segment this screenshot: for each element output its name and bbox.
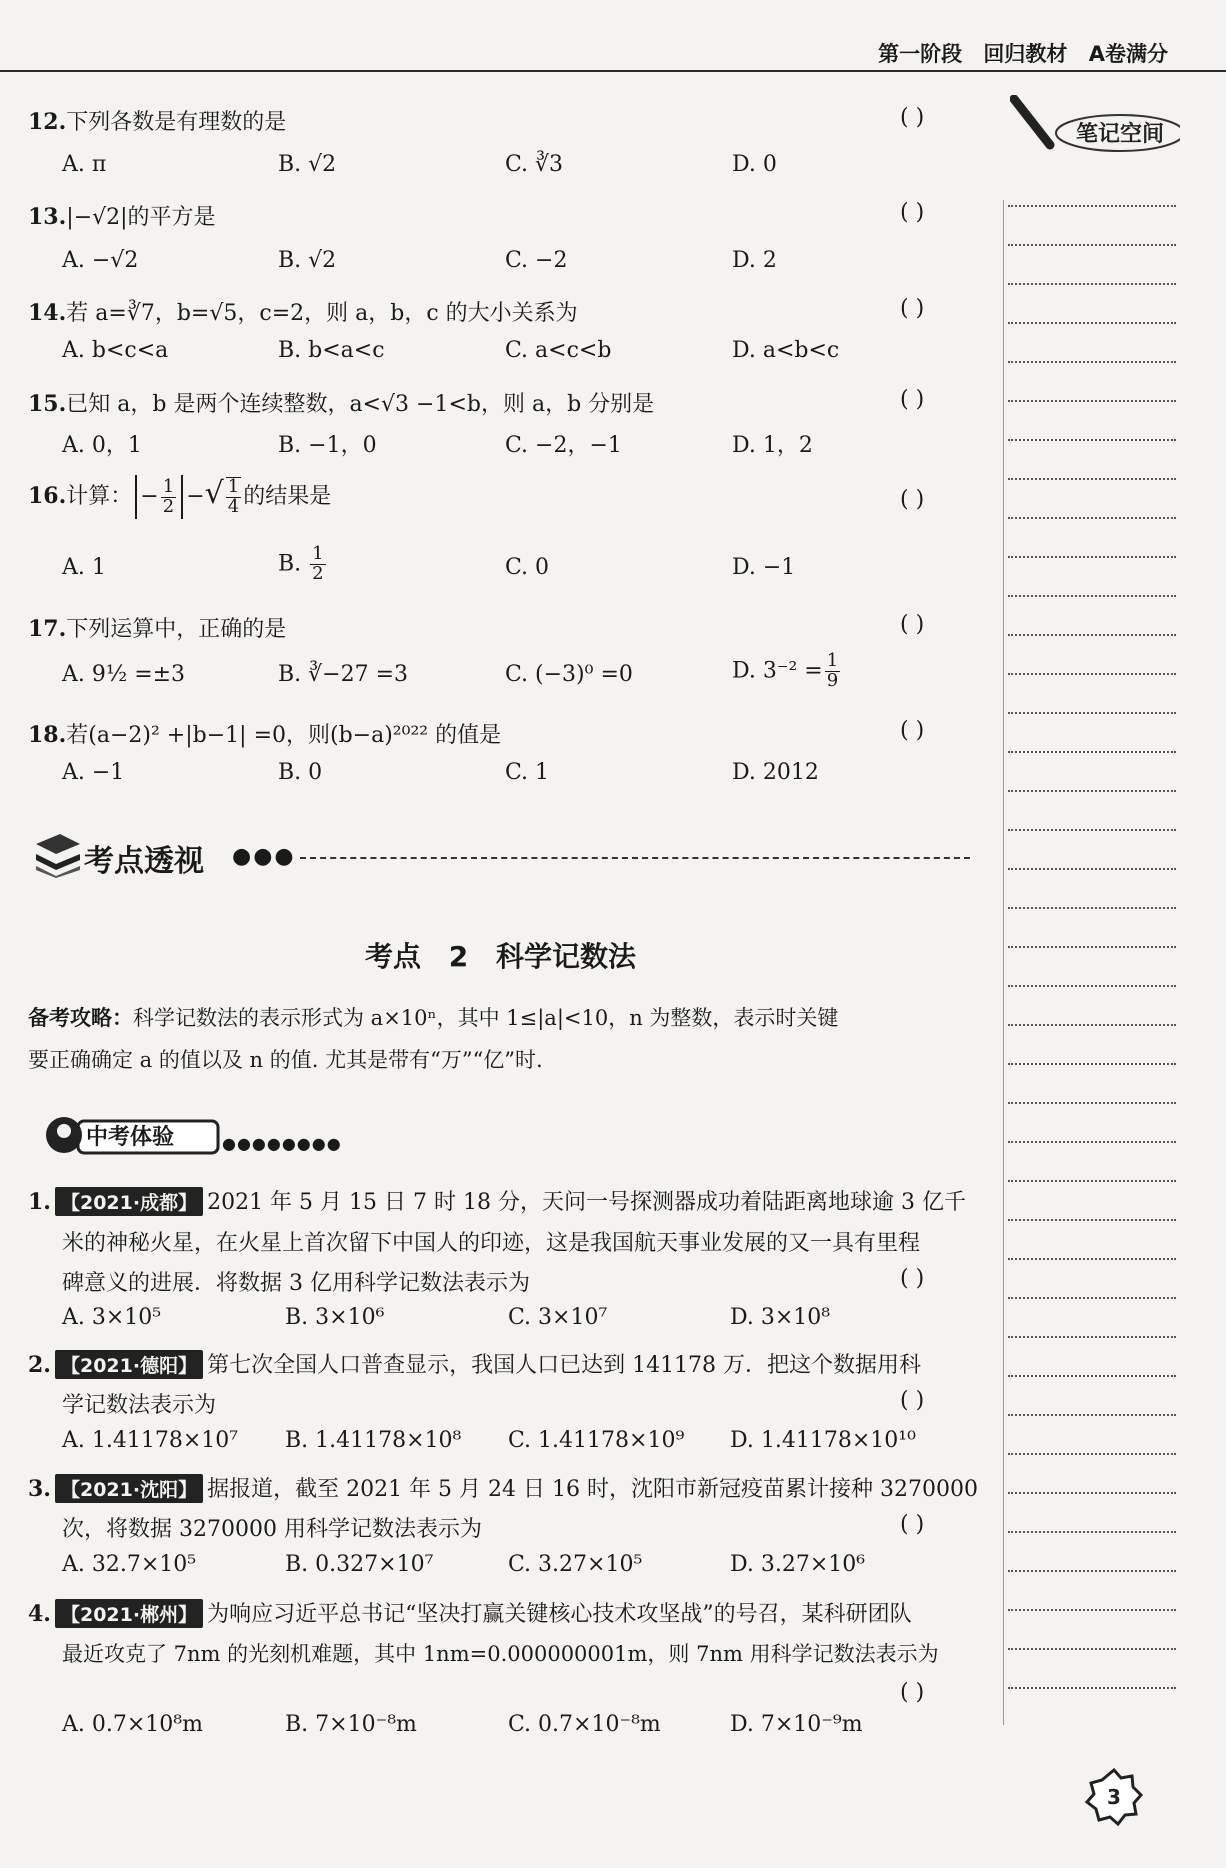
answer-bracket: ( ): [900, 105, 925, 130]
note-line: [1008, 985, 1176, 987]
option-b: B. ∛−27 =3: [278, 662, 409, 687]
answer-bracket: ( ): [900, 200, 925, 225]
option-b: B. √2: [278, 152, 337, 177]
option-b: B. 0.327×10⁷: [285, 1552, 434, 1577]
option-d: D. 3×10⁸: [730, 1305, 831, 1330]
note-line: [1008, 322, 1176, 324]
source-tag: 【2021·沈阳】: [55, 1474, 203, 1503]
option-a: A. 9½ =±3: [62, 662, 186, 687]
option-a: A. π: [62, 152, 107, 177]
option-a: A. 0，1: [62, 433, 142, 458]
abs-bar-right: [181, 475, 183, 519]
answer-bracket: ( ): [900, 1680, 925, 1705]
note-line: [1008, 244, 1176, 246]
note-line: [1008, 1648, 1176, 1650]
section-dashed-rule: [300, 857, 970, 859]
option-d: D. −1: [732, 555, 796, 580]
exam-question-3-line-2: 次，将数据 3270000 用科学记数法表示为: [62, 1517, 482, 1542]
option-d: D. 3.27×10⁶: [730, 1552, 866, 1577]
sqrt-sign: √: [204, 476, 224, 511]
option-c: C. (−3)⁰ =0: [505, 662, 633, 687]
option-a: A. 0.7×10⁸m: [62, 1712, 203, 1737]
option-b: B. b<a<c: [278, 338, 385, 363]
note-line: [1008, 1063, 1176, 1065]
section-title: 考点透视: [84, 844, 204, 879]
option-c: C. 3×10⁷: [508, 1305, 608, 1330]
option-c: C. 1: [505, 760, 550, 785]
note-line: [1008, 946, 1176, 948]
note-lines: [1008, 205, 1176, 1725]
note-line: [1008, 1453, 1176, 1455]
sidebar-divider: [1003, 200, 1004, 1725]
answer-bracket: ( ): [900, 612, 925, 637]
question-stem: 若 a=∛7，b=√5，c=2，则 a，b，c 的大小关系为: [66, 301, 578, 326]
exam-experience-label: 中考体验: [86, 1125, 175, 1150]
strategy-line-2: 要正确确定 a 的值以及 n 的值. 尤其是带有“万”“亿”时.: [28, 1048, 543, 1072]
question-stem: 若(a−2)² +|b−1| =0，则(b−a)²⁰²² 的值是: [66, 723, 502, 748]
note-line: [1008, 1414, 1176, 1416]
option-a: A. 32.7×10⁵: [62, 1552, 197, 1577]
note-line: [1008, 634, 1176, 636]
note-line: [1008, 1687, 1176, 1689]
question-number: 15.: [28, 391, 67, 417]
note-line: [1008, 1219, 1176, 1221]
option-b: B. 7×10⁻⁸m: [285, 1712, 417, 1737]
header-rule: [0, 70, 1226, 72]
note-line: [1008, 283, 1176, 285]
answer-bracket: ( ): [900, 718, 925, 743]
option-c: C. −2，−1: [505, 433, 622, 458]
note-space-logo: [1010, 95, 1180, 165]
exam-question-2-line-2: 学记数法表示为: [62, 1393, 217, 1418]
note-line: [1008, 478, 1176, 480]
minus-sign: −: [140, 484, 159, 509]
note-space-title: 笔记空间: [1075, 122, 1165, 147]
option-c: C. 0.7×10⁻⁸m: [508, 1712, 661, 1737]
exam-question-4-line-2: 最近攻克了 7nm 的光刻机难题，其中 1nm=0.000000001m，则 7nm 用科学记数法表示为: [62, 1642, 939, 1666]
option-c: C. 3.27×10⁵: [508, 1552, 643, 1577]
question-number: 14.: [28, 300, 67, 326]
note-line: [1008, 1297, 1176, 1299]
page-number: 3: [1107, 1785, 1121, 1809]
fraction-denominator: 2: [162, 495, 175, 517]
answer-bracket: ( ): [900, 296, 925, 321]
note-line: [1008, 400, 1176, 402]
option-d: D. 1，2: [732, 433, 813, 458]
question-stem-suffix: 的结果是: [243, 484, 332, 509]
option-c: C. −2: [505, 248, 568, 273]
minus-sign: −: [186, 484, 205, 509]
note-line: [1008, 1102, 1176, 1104]
running-header: 第一阶段 回归教材 A卷满分: [878, 42, 1168, 66]
option-b: B. √2: [278, 248, 337, 273]
page-number-badge: [1085, 1768, 1143, 1826]
fraction-half: [161, 475, 176, 517]
question-stem-prefix: 计算：: [66, 484, 133, 509]
question-number: 17.: [28, 616, 67, 642]
exam-experience-dots: ●●●●●●●●: [222, 1134, 342, 1153]
option-c: C. 1.41178×10⁹: [508, 1428, 685, 1453]
note-line: [1008, 790, 1176, 792]
note-line: [1008, 361, 1176, 363]
exam-question-1: 1. 【2021·成都】 2021 年 5 月 15 日 7 时 18 分，天问一号探测器成功着陆距离地球逾 3 亿千: [28, 1189, 966, 1215]
option-c: C. 0: [505, 555, 550, 580]
question-17: [28, 612, 286, 643]
note-line: [1008, 1180, 1176, 1182]
fraction-numerator: 1: [826, 650, 839, 671]
option-d: D. 3⁻² = $\frac{1}{9}$: [732, 650, 839, 691]
note-line: [1008, 517, 1176, 519]
note-line: [1008, 868, 1176, 870]
note-line: [1008, 595, 1176, 597]
option-a: A. 3×10⁵: [62, 1305, 162, 1330]
note-line: [1008, 1570, 1176, 1572]
option-c: C. ∛3: [505, 152, 564, 177]
question-stem: 下列运算中，正确的是: [66, 617, 287, 642]
note-line: [1008, 1492, 1176, 1494]
question-16: [28, 475, 331, 519]
answer-bracket: ( ): [900, 1512, 925, 1537]
abs-bar-left: [135, 475, 137, 519]
note-line: [1008, 1141, 1176, 1143]
section-dots: ●●●: [232, 844, 296, 869]
option-d: D. 0: [732, 152, 777, 177]
fraction-denominator: 2: [312, 562, 324, 584]
fraction-denominator: 9: [826, 669, 839, 691]
option-c: C. a<c<b: [505, 338, 612, 363]
question-stem: |−√2|的平方是: [66, 205, 216, 230]
option-b: B. −1，0: [278, 433, 377, 458]
source-tag: 【2021·郴州】: [55, 1599, 203, 1628]
exam-question-2: 2. 【2021·德阳】 第七次全国人口普查显示，我国人口已达到 141178 万．把这个数据用科: [28, 1352, 922, 1378]
question-number: 18.: [28, 722, 67, 748]
note-line: [1008, 205, 1176, 207]
option-b: B. 1.41178×10⁸: [285, 1428, 462, 1453]
source-tag: 【2021·德阳】: [55, 1350, 203, 1379]
option-a: A. −1: [62, 760, 125, 785]
question-number: 16.: [28, 483, 67, 509]
option-d: D. a<b<c: [732, 338, 840, 363]
answer-bracket: ( ): [900, 387, 925, 412]
note-line: [1008, 1375, 1176, 1377]
fraction-numerator: 1: [312, 543, 324, 564]
question-14: [28, 296, 578, 327]
note-line: [1008, 1258, 1176, 1260]
question-number: 12.: [28, 109, 67, 135]
question-18: [28, 718, 501, 749]
book-stack-icon: [34, 830, 82, 878]
note-line: [1008, 673, 1176, 675]
note-line: [1008, 829, 1176, 831]
note-line: [1008, 1024, 1176, 1026]
option-d: D. 1.41178×10¹⁰: [730, 1428, 916, 1453]
option-d: D. 2: [732, 248, 777, 273]
exam-question-1-line-3: 碑意义的进展．将数据 3 亿用科学记数法表示为: [62, 1271, 530, 1296]
option-a: A. 1: [62, 555, 106, 580]
note-line: [1008, 439, 1176, 441]
option-b: B. 3×10⁶: [285, 1305, 385, 1330]
option-b: B. 0: [278, 760, 323, 785]
note-line: [1008, 1336, 1176, 1338]
source-tag: 【2021·成都】: [55, 1187, 203, 1216]
exam-question-1-line-2: 米的神秘火星，在火星上首次留下中国人的印迹，这是我国航天事业发展的又一具有里程: [62, 1231, 921, 1256]
note-line: [1008, 556, 1176, 558]
strategy-label: 备考攻略：: [28, 1006, 133, 1030]
option-b: B. $\frac{1}{2}$: [278, 543, 324, 584]
note-line: [1008, 751, 1176, 753]
option-d: D. 7×10⁻⁹m: [730, 1712, 863, 1737]
question-15: [28, 387, 654, 418]
topic-title: 考点 2 科学记数法: [365, 940, 636, 973]
option-a: A. b<c<a: [62, 338, 169, 363]
question-stem: 已知 a，b 是两个连续整数，a<√3 −1<b，则 a，b 分别是: [66, 392, 655, 417]
note-line: [1008, 712, 1176, 714]
note-line: [1008, 907, 1176, 909]
option-a: A. −√2: [62, 248, 139, 273]
question-stem: 下列各数是有理数的是: [66, 110, 287, 135]
answer-bracket: ( ): [900, 487, 925, 512]
fraction-numerator: 1: [162, 475, 175, 497]
option-a: A. 1.41178×10⁷: [62, 1428, 239, 1453]
fraction-numerator: 1: [227, 476, 240, 498]
exam-question-3: 3. 【2021·沈阳】 据报道，截至 2021 年 5 月 24 日 16 时，沈阳市新冠疫苗累计接种 3270000: [28, 1476, 978, 1502]
answer-bracket: ( ): [900, 1388, 925, 1413]
fraction-quarter: [226, 477, 241, 517]
question-13: [28, 200, 216, 231]
note-line: [1008, 1531, 1176, 1533]
question-number: 13.: [28, 204, 67, 230]
option-d: D. 2012: [732, 760, 819, 785]
strategy-line-1: 备考攻略：科学记数法的表示形式为 a×10ⁿ，其中 1≤|a|<10，n 为整数，表示时关键: [28, 1006, 839, 1030]
fraction-denominator: 4: [227, 496, 240, 517]
note-line: [1008, 1609, 1176, 1611]
question-12: [28, 105, 286, 136]
exam-question-4: 4. 【2021·郴州】 为响应习近平总书记“坚决打赢关键核心技术攻坚战”的号召，某科研团队: [28, 1601, 912, 1627]
answer-bracket: ( ): [900, 1266, 925, 1291]
